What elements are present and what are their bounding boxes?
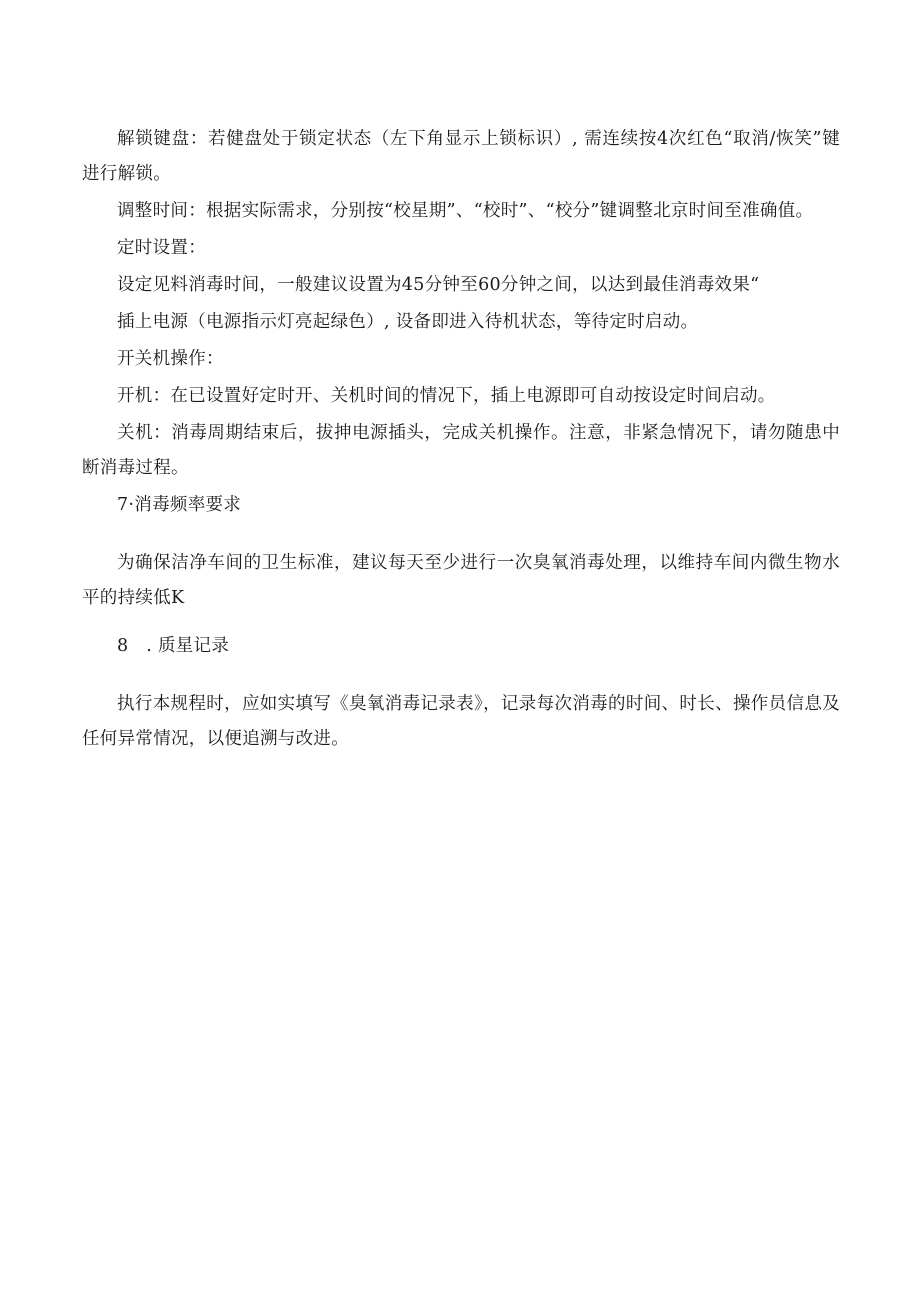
paragraph-set-disinfection-time: 设定见料消毒时间，一般建议设置为45分钟至60分钟之间，以达到最佳消毒效果“ bbox=[117, 275, 760, 295]
paragraph-plug-in-power: 插上电源（电源指示灯亮起绿色）, 设备即进入待机状态，等待定时启动。 bbox=[117, 312, 699, 332]
heading-timer-settings: 定时设置： bbox=[117, 238, 206, 258]
paragraph-power-off: 关机：消毒周期结束后，拔抻电源插头，完成关机操作。注意，非紧急情况下，请勿随患中断消毒过程。 bbox=[82, 423, 840, 478]
paragraph-power-on: 开机：在已设置好定时开、关机时间的情况下，插上电源即可自动按设定时间启动。 bbox=[117, 386, 776, 406]
paragraph-adjust-time: 调整时间：根据实际需求，分别按“校星期”、“校时”、“校分”键调整北京时间至准确值。 bbox=[117, 201, 814, 221]
paragraph-unlock-keyboard: 解锁键盘：若健盘处于锁定状态（左下角显示上锁标识）, 需连续按4次红色“取消/恢笑”键进行解锁。 bbox=[82, 129, 840, 184]
paragraph-record-requirement: 执行本规程时，应如实填写《臭氧消毒记录表》，记录每次消毒的时间、时长、操作员信息及任何异常情况，以便追溯与改进。 bbox=[82, 694, 840, 749]
heading-power-operation: 开关机操作： bbox=[117, 349, 224, 369]
section-heading-quality-record: 8 . 质星记录 bbox=[117, 636, 230, 656]
paragraph-frequency-requirement: 为确保洁净车间的卫生标准，建议每天至少进行一次臭氧消毒处理，以维持车间内微生物水平的持续低K bbox=[82, 553, 840, 608]
section-heading-frequency: 7·消毒频率要求 bbox=[117, 495, 242, 515]
document-body bbox=[82, 122, 840, 757]
